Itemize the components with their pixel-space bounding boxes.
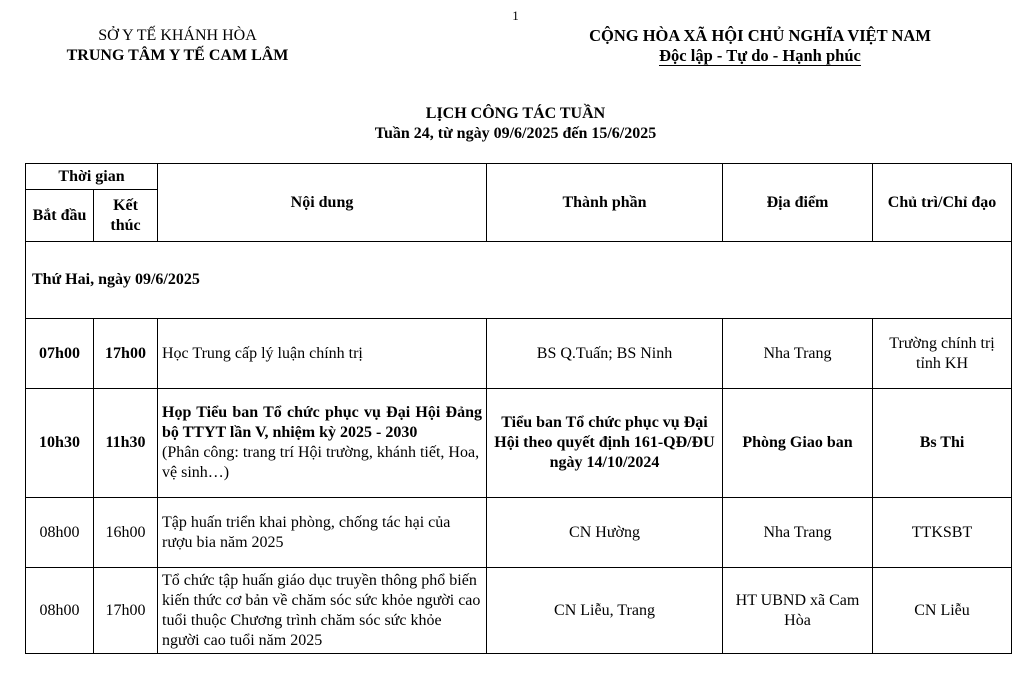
- col-header-participants: Thành phần: [487, 164, 723, 242]
- col-header-start: Bắt đầu: [26, 190, 94, 242]
- cell-end: 16h00: [94, 498, 158, 568]
- col-header-location: Địa điểm: [723, 164, 873, 242]
- motto-text: Độc lập - Tự do - Hạnh phúc: [659, 46, 861, 65]
- cell-end: 17h00: [94, 319, 158, 389]
- col-header-chair: Chủ trì/Chỉ đạo: [873, 164, 1012, 242]
- table-row: [26, 568, 1012, 654]
- col-header-content: Nội dung: [158, 164, 487, 242]
- content-note: (Phân công: trang trí Hội trường, khánh tiết, Hoa, vệ sinh…): [162, 444, 480, 481]
- title-sub: Tuần 24, từ ngày 09/6/2025 đến 15/6/2025: [374, 125, 657, 142]
- cell-participants: Tiểu ban Tổ chức phục vụ Đại Hội theo quyết định 161-QĐ/ĐU ngày 14/10/2024: [487, 389, 723, 498]
- cell-end: 11h30: [94, 389, 158, 498]
- nation-name: CỘNG HÒA XÃ HỘI CHỦ NGHĨA VIỆT NAM: [589, 26, 931, 45]
- cell-content: [158, 389, 487, 498]
- motto: [560, 46, 960, 66]
- document-title: [0, 104, 1031, 144]
- day-heading: Thứ Hai, ngày 09/6/2025: [26, 242, 1012, 319]
- title-main: LỊCH CÔNG TÁC TUẦN: [425, 105, 606, 122]
- cell-content: Tập huấn triển khai phòng, chống tác hại của rượu bia năm 2025: [158, 498, 487, 568]
- cell-chair: Bs Thi: [873, 389, 1012, 498]
- cell-participants: CN Liễu, Trang: [487, 568, 723, 654]
- cell-location: Nha Trang: [723, 319, 873, 389]
- cell-participants: CN Hường: [487, 498, 723, 568]
- cell-participants: BS Q.Tuấn; BS Ninh: [487, 319, 723, 389]
- table-row: [26, 498, 1012, 568]
- org-line-1: SỞ Y TẾ KHÁNH HÒA: [98, 27, 257, 44]
- cell-location: Nha Trang: [723, 498, 873, 568]
- page-number: 1: [512, 8, 519, 23]
- cell-start: 08h00: [26, 498, 94, 568]
- cell-location: Phòng Giao ban: [723, 389, 873, 498]
- cell-content: Tổ chức tập huấn giáo dục truyền thông phổ biến kiến thức cơ bản về chăm sóc sức khỏe người cao tuổi thuộc Chương trình chăm sóc sức khỏe người cao tuổi năm 2025: [158, 568, 487, 654]
- cell-content: Học Trung cấp lý luận chính trị: [158, 319, 487, 389]
- cell-chair: CN Liễu: [873, 568, 1012, 654]
- cell-end: 17h00: [94, 568, 158, 654]
- col-header-time: Thời gian: [26, 164, 158, 190]
- cell-chair: Trường chính trị tỉnh KH: [873, 319, 1012, 389]
- content-main: Họp Tiểu ban Tổ chức phục vụ Đại Hội Đảng bộ TTYT lần V, nhiệm kỳ 2025 - 2030: [162, 404, 482, 441]
- cell-start: 07h00: [26, 319, 94, 389]
- schedule-table: [25, 163, 1012, 654]
- col-header-end: Kết thúc: [94, 190, 158, 242]
- cell-start: 10h30: [26, 389, 94, 498]
- national-header: [560, 26, 960, 66]
- table-row: [26, 319, 1012, 389]
- cell-chair: TTKSBT: [873, 498, 1012, 568]
- table-row: [26, 389, 1012, 498]
- org-line-2: TRUNG TÂM Y TẾ CAM LÂM: [66, 47, 289, 64]
- organization-header: [40, 26, 315, 66]
- cell-location: HT UBND xã Cam Hòa: [723, 568, 873, 654]
- cell-start: 08h00: [26, 568, 94, 654]
